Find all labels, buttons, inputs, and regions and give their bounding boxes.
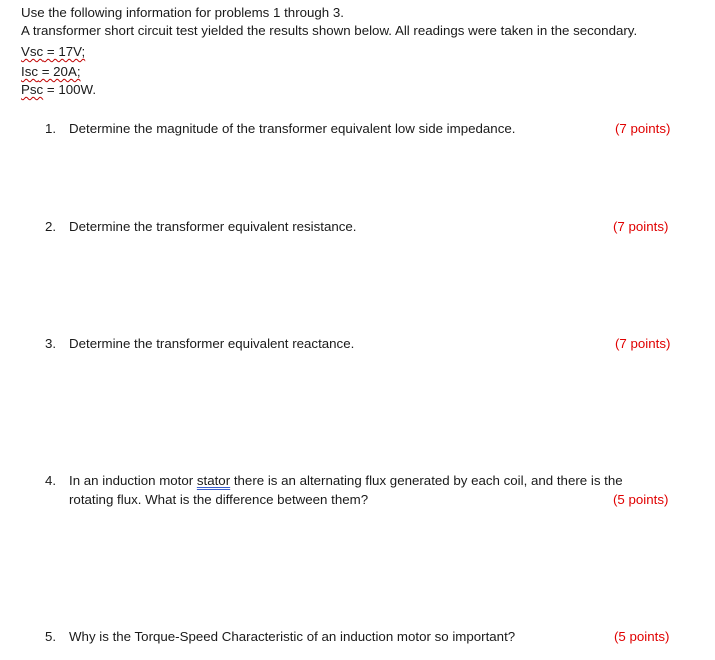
isc-label: Isc — [21, 64, 38, 79]
question-4-number: 4. — [45, 473, 57, 488]
question-3-number: 3. — [45, 336, 57, 351]
vsc-value: = 17V; — [43, 44, 86, 59]
question-4-text-line-1 — [69, 472, 623, 490]
psc-value: = 100W. — [43, 82, 97, 97]
question-4-text-before: In an induction motor — [69, 473, 197, 488]
question-2-points: (7 points) — [613, 219, 669, 234]
reading-isc — [21, 63, 81, 81]
question-1-text: Determine the magnitude of the transformer equivalent low side impedance. — [69, 121, 516, 136]
question-4-points: (5 points) — [613, 492, 669, 507]
vsc-label: Vsc — [21, 44, 44, 59]
question-4-text-emph: stator — [196, 473, 231, 488]
reading-vsc — [21, 43, 85, 61]
question-1-number: 1. — [45, 121, 57, 136]
question-3-text: Determine the transformer equivalent reactance. — [69, 336, 355, 351]
intro-line-2: A transformer short circuit test yielded the results shown below. All readings were taken in the secondary. — [21, 23, 638, 38]
question-2-number: 2. — [45, 219, 57, 234]
question-5-points: (5 points) — [614, 629, 670, 644]
reading-psc — [21, 81, 96, 99]
psc-label: Psc — [21, 82, 44, 97]
question-4-text-after: there is an alternating flux generated by each coil, and there is the — [230, 473, 623, 488]
question-1-points: (7 points) — [615, 121, 671, 136]
question-5-text: Why is the Torque-Speed Characteristic of an induction motor so important? — [69, 629, 516, 644]
intro-line-1: Use the following information for problems 1 through 3. — [21, 5, 344, 20]
question-5-number: 5. — [45, 629, 57, 644]
question-2-text: Determine the transformer equivalent resistance. — [69, 219, 357, 234]
isc-value: = 20A; — [38, 64, 81, 79]
question-4-text-line-2: rotating flux. What is the difference between them? — [69, 492, 369, 507]
question-3-points: (7 points) — [615, 336, 671, 351]
